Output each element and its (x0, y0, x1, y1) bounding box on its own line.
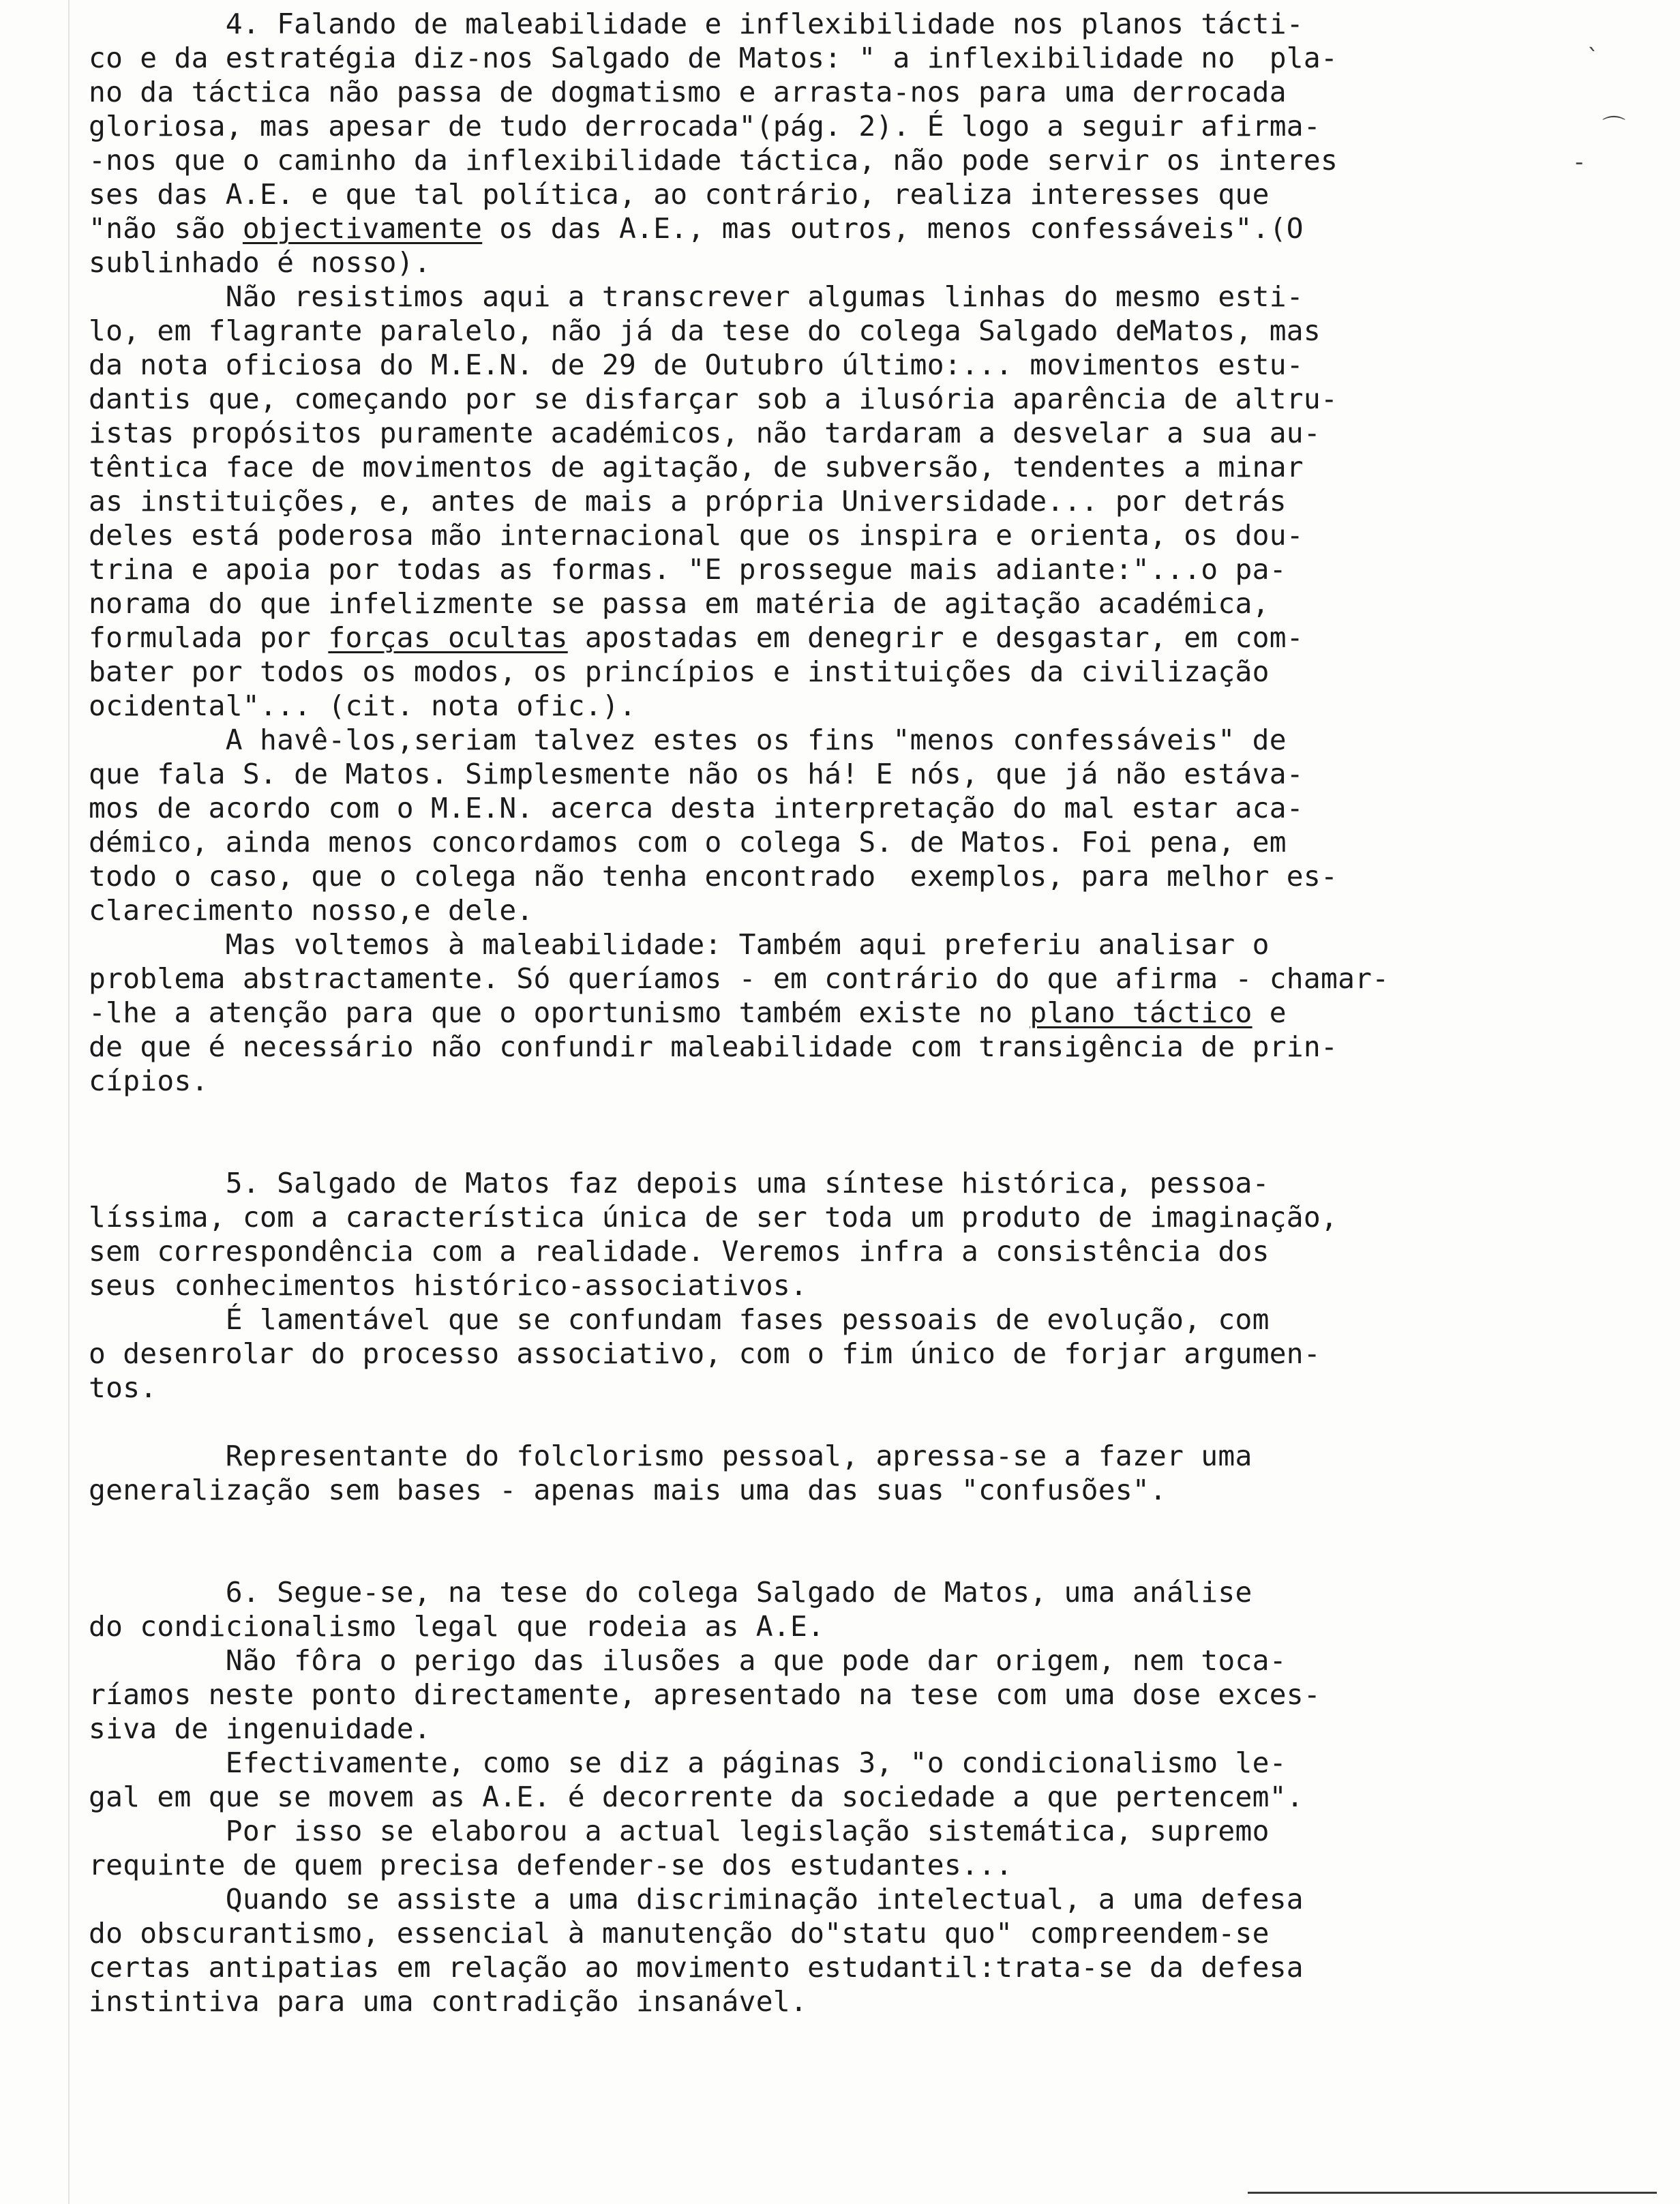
text-line: cípios. (89, 1064, 209, 1097)
text-fragment: formulada por (89, 621, 329, 654)
text-line: -nos que o caminho da inflexibilidade táctica, não pode servir os interes (89, 144, 1338, 177)
text-line: É lamentável que se confundam fases pessoais de evolução, com (89, 1303, 1270, 1336)
text-line: gal em que se movem as A.E. é decorrente da sociedade a que pertencem". (89, 1781, 1304, 1813)
text-line: ríamos neste ponto directamente, apresentado na tese com uma dose exces- (89, 1678, 1321, 1711)
text-line: do condicionalismo legal que rodeia as A.E. (89, 1610, 825, 1643)
paragraph-4-quote (89, 280, 1568, 723)
text-line: clarecimento nosso,e dele. (89, 894, 534, 927)
text-line: tos. (89, 1371, 158, 1404)
spacer (89, 1132, 1568, 1166)
text-line: sem correspondência com a realidade. Veremos infra a consistência dos (89, 1235, 1270, 1268)
text-fragment: apostadas em denegrir e desgastar, em com- (567, 621, 1304, 654)
text-line: generalização sem bases - apenas mais uma das suas "confusões". (89, 1474, 1167, 1506)
margin-mark-icon: ˎ (1587, 25, 1599, 52)
text-line: A havê-los,seriam talvez estes os fins "menos confessáveis" de (89, 724, 1287, 756)
text-line: Efectivamente, como se diz a páginas 3, "o condicionalismo le- (89, 1746, 1287, 1779)
paragraph-6 (89, 1575, 1568, 2019)
text-line: trina e apoia por todas as formas. "E prossegue mais adiante:"...o pa- (89, 553, 1287, 586)
text-line: as instituições, e, antes de mais a própria Universidade... por detrás (89, 485, 1287, 518)
text-fragment: -lhe a atenção para que o oportunismo também existe no (89, 996, 1030, 1029)
text-line (89, 621, 1568, 655)
text-line: Não resistimos aqui a transcrever algumas linhas do mesmo esti- (89, 280, 1304, 313)
paragraph-4-maleabilidade (89, 927, 1568, 1098)
text-line: Quando se assiste a uma discriminação intelectual, a uma defesa (89, 1883, 1304, 1916)
text-line (89, 996, 1568, 1030)
text-line: ses das A.E. e que tal política, ao contrário, realiza interesses que (89, 178, 1270, 211)
text-line: o desenrolar do processo associativo, com o fim único de forjar argumen- (89, 1337, 1321, 1370)
margin-mark-icon: - (1575, 149, 1584, 176)
text-line: seus conhecimentos histórico-associativos. (89, 1269, 808, 1302)
spacer (89, 1098, 1568, 1132)
text-line: requinte de quem precisa defender-se dos estudantes... (89, 1849, 1013, 1881)
underlined-word: forças ocultas (328, 621, 568, 654)
text-line: 5. Salgado de Matos faz depois uma síntese histórica, pessoa- (89, 1167, 1270, 1200)
margin-mark-icon: ⌒ (1602, 115, 1625, 142)
spacer (89, 1507, 1568, 1541)
paragraph-4 (89, 7, 1568, 280)
page-edge-shadow (68, 0, 70, 2204)
page-bottom-rule (1248, 2192, 1657, 2194)
text-fragment: e (1252, 996, 1287, 1029)
spacer (89, 1405, 1568, 1439)
text-fragment: "não são (89, 212, 243, 245)
text-line: deles está poderosa mão internacional que os inspira e orienta, os dou- (89, 519, 1304, 552)
text-line: instintiva para uma contradição insanável. (89, 1985, 808, 2018)
typewritten-text (89, 7, 1568, 2019)
text-line: dantis que, começando por se disfarçar sob a ilusória aparência de altru- (89, 383, 1338, 415)
text-line: da nota oficiosa do M.E.N. de 29 de Outubro último:... movimentos estu- (89, 348, 1304, 381)
text-line: líssima, com a característica única de ser toda um produto de imaginação, (89, 1201, 1338, 1234)
spacer (89, 1541, 1568, 1575)
text-line: gloriosa, mas apesar de tudo derrocada"(pág. 2). É logo a seguir afirma- (89, 110, 1321, 143)
paragraph-4-commentary (89, 723, 1568, 927)
text-line: que fala S. de Matos. Simplesmente não os há! E nós, que já não estáva- (89, 758, 1304, 790)
text-line: certas antipatias em relação ao movimento estudantil:trata-se da defesa (89, 1951, 1304, 1984)
text-line: lo, em flagrante paralelo, não já da tese do colega Salgado deMatos, mas (89, 314, 1321, 347)
text-line: mos de acordo com o M.E.N. acerca desta interpretação do mal estar aca- (89, 792, 1304, 824)
text-fragment: os das A.E., mas outros, menos confessáveis".(O (482, 212, 1304, 245)
text-line: do obscurantismo, essencial à manutenção do"statu quo" compreendem-se (89, 1917, 1270, 1950)
text-line (89, 211, 1568, 245)
underlined-word: objectivamente (242, 212, 483, 245)
underlined-word: plano táctico (1030, 996, 1252, 1029)
text-line: 6. Segue-se, na tese do colega Salgado de Matos, uma análise (89, 1576, 1252, 1609)
text-line: sublinhado é nosso). (89, 246, 431, 279)
text-line: Não fôra o perigo das ilusões a que pode dar origem, nem toca- (89, 1644, 1287, 1677)
text-line: bater por todos os modos, os princípios e instituições da civilização (89, 655, 1270, 688)
text-line: Por isso se elaborou a actual legislação sistemática, supremo (89, 1815, 1270, 1847)
text-line: istas propósitos puramente académicos, não tardaram a desvelar a sua au- (89, 417, 1321, 449)
text-line: Representante do folclorismo pessoal, apressa-se a fazer uma (89, 1440, 1252, 1472)
text-line: têntica face de movimentos de agitação, de subversão, tendentes a minar (89, 451, 1304, 483)
text-line: no da táctica não passa de dogmatismo e arrasta-nos para uma derrocada (89, 76, 1287, 108)
paragraph-5 (89, 1166, 1568, 1507)
text-line: siva de ingenuidade. (89, 1712, 431, 1745)
text-line: norama do que infelizmente se passa em matéria de agitação académica, (89, 587, 1270, 620)
text-line: de que é necessário não confundir maleabilidade com transigência de prin- (89, 1030, 1338, 1063)
text-line: démico, ainda menos concordamos com o colega S. de Matos. Foi pena, em (89, 826, 1287, 859)
text-line: problema abstractamente. Só queríamos - em contrário do que afirma - chamar- (89, 962, 1390, 995)
text-line: ocidental"... (cit. nota ofic.). (89, 689, 637, 722)
text-line: co e da estratégia diz-nos Salgado de Matos: " a inflexibilidade no pla- (89, 42, 1338, 74)
text-line: 4. Falando de maleabilidade e inflexibilidade nos planos tácti- (89, 8, 1304, 40)
text-line: todo o caso, que o colega não tenha encontrado exemplos, para melhor es- (89, 860, 1338, 893)
text-line: Mas voltemos à maleabilidade: Também aqui preferiu analisar o (89, 928, 1270, 961)
